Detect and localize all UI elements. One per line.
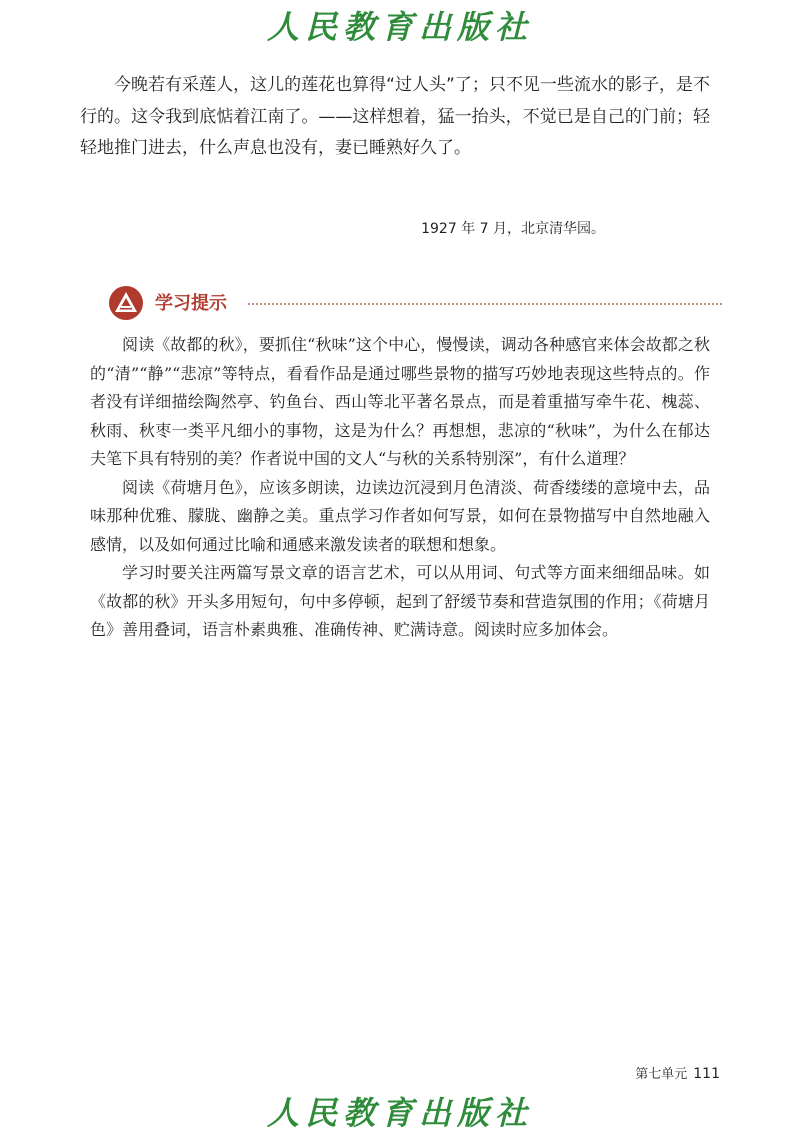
unit-label: 第七单元: [635, 1067, 688, 1082]
tips-paragraph: 学习时要关注两篇写景文章的语言艺术，可以从用词、句式等方面来细细品味。如《故都的秋》开头多用短句，句中多停顿，起到了舒缓节奏和营造氛围的作用；《荷塘月色》善用叠词，语言朴素典雅、准确传神、贮满诗意。阅读时应多加体会。: [90, 563, 710, 639]
publisher-logo-bottom: 人民教育出版社: [266, 1094, 533, 1132]
study-tips-title: 学习提示: [155, 293, 227, 314]
dotted-divider: [248, 303, 722, 305]
page-footer: [635, 1063, 720, 1082]
study-tips-header: [108, 285, 728, 325]
tips-paragraph: 阅读《故都的秋》，要抓住“秋味”这个中心，慢慢读，调动各种感官来体会故都之秋的“清”“静”“悲凉”等特点，看看作品是通过哪些景物的描写巧妙地表现这些特点的。作者没有详细描绘陶然亭、钓鱼台、西山等北平著名景点，而是着重描写牵牛花、槐蕊、秋雨、秋枣一类平凡细小的事物，这是为什么？再想想，悲凉的“秋味”，为什么在郁达夫笔下具有特别的美？作者说中国的文人“与秋的关系特别深”，有什么道理？: [90, 335, 710, 468]
study-tips-body: [90, 331, 710, 645]
publisher-logo-top: 人民教育出版社: [266, 8, 533, 46]
essay-paragraph: 今晚若有采莲人，这儿的莲花也算得“过人头”了；只不见一些流水的影子，是不行的。这令我到底惦着江南了。——这样想着，猛一抬头，不觉已是自己的门前；轻轻地推门进去，什么声息也没有，妻已睡熟好久了。: [80, 75, 710, 158]
essay-dateline: 1927 年 7 月，北京清华园。: [421, 221, 605, 237]
tips-paragraph: 阅读《荷塘月色》，应该多朗读，边读边沉浸到月色清淡、荷香缕缕的意境中去，品味那种优雅、朦胧、幽静之美。重点学习作者如何写景，如何在景物描写中自然地融入感情，以及如何通过比喻和通感来激发读者的联想和想象。: [90, 477, 710, 554]
essay-tail: [80, 70, 710, 165]
page-number: 111: [693, 1066, 720, 1082]
triangle-tip-icon: [108, 285, 144, 321]
